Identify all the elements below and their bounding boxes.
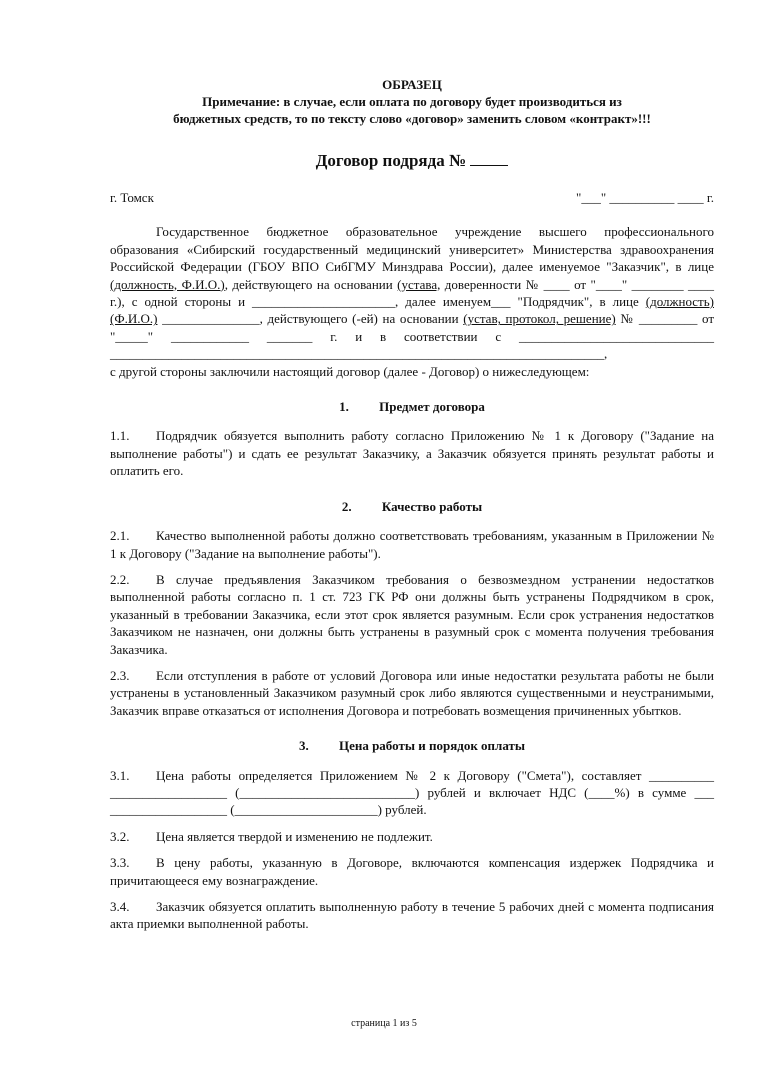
clause-number: 2.3.: [110, 667, 130, 683]
clause: [110, 854, 714, 889]
customer-basis-field: (устава,: [397, 276, 441, 292]
clause-number: 2.1.: [110, 528, 130, 544]
clause-text: Цена является твердой и изменению не подлежит.: [156, 828, 433, 844]
preamble-text-6: № _________: [620, 311, 698, 327]
clause-text: Заказчик обязуется оплатить выполненную работу в течение 5 рабочих дней с момента подписания акта приемки выполненной работы.: [110, 899, 714, 932]
clause-number: 3.4.: [110, 899, 130, 914]
clause-number: 1.1.: [110, 428, 130, 444]
preamble-text-1: Государственное бюджетное образовательное учреждение высшего профессионального образования «Сибирский государственный медицинский университет» Министерства здравоохранения Российской Федерации (ГБОУ ВПО СибГМУ Минздрава России), далее именуемое "Заказчик", в лице: [110, 224, 714, 275]
clause: [110, 527, 714, 562]
section-title: Цена работы и порядок оплаты: [338, 738, 526, 754]
contractor-position-field: (должность): [645, 294, 714, 310]
section-heading: [110, 398, 714, 415]
note-line-1: Примечание: в случае, если оплата по договору будет производиться из: [202, 94, 622, 109]
preamble-text-2: , действующего на основании: [224, 276, 393, 292]
contract-date: "___" __________ ____ г.: [576, 190, 714, 205]
clause-number: 3.3.: [110, 855, 130, 871]
preamble-text-5: _______________, действующего (-ей) на основании: [162, 311, 459, 327]
preamble-text-4: далее именуем___ "Подрядчик", в лице: [405, 294, 639, 310]
document-page: [0, 76, 768, 1070]
contract-number-blank: [470, 151, 508, 166]
city: г. Томск: [110, 190, 154, 205]
clause-text: Если отступления в работе от условий Договора или иные недостатки результата работы не были устранены в установленный Заказчиком разумный срок либо являются существенными и неустранимыми, Заказчик вправе отказаться от исполнения Договора и потребовать возмещения причиненных убытков.: [110, 667, 714, 718]
section-number: 1.: [339, 399, 349, 415]
clause: [110, 828, 714, 845]
clause: [110, 427, 714, 479]
contractor-name-field: (Ф.И.О.): [110, 311, 158, 327]
customer-position-field: (должность, Ф.И.О.): [110, 276, 225, 292]
contract-title-text: Договор подряда №: [315, 151, 467, 170]
sample-heading: ОБРАЗЕЦ: [382, 77, 442, 92]
preamble-text-7: от "_____" ____________ _______ г. и в соответствии с ______________________________: [110, 311, 715, 344]
clause-number: 3.2.: [110, 828, 130, 844]
section-title: Предмет договора: [379, 399, 485, 415]
section-number: 3.: [298, 738, 309, 754]
clause-text: Подрядчик обязуется выполнить работу согласно Приложению № 1 к Договору ("Задание на выполнение работы") и сдать ее результат Заказчику, а Заказчик обязуется принять результат работы и оплатить его.: [110, 428, 714, 479]
clause-number: 3.1.: [110, 767, 130, 783]
preamble-text-3: доверенности № ____ от "____" ________ ____ г.), с одной стороны и ______________________,: [110, 276, 715, 310]
preamble: [110, 223, 714, 380]
preamble-text-8: ____________________________________________________________________________,: [110, 346, 608, 362]
section-heading: [110, 737, 714, 754]
section-heading: [110, 498, 714, 515]
clause-text: Цена работы определяется Приложением № 2 к Договору ("Смета"), составляет __________ __________________ (___________________________) рублей и включает НДС (____%) в сумме ___ __________________ (______________________) рублей.: [110, 767, 714, 818]
clause-text: Качество выполненной работы должно соответствовать требованиям, указанным в Приложении № 1 к Договору ("Задание на выполнение работы").: [110, 528, 714, 561]
clause: [110, 667, 714, 719]
clause: [110, 767, 714, 819]
clause: [110, 898, 714, 933]
contract-title: [110, 150, 714, 172]
clause: [110, 571, 714, 658]
page-footer: страница 1 из 5: [351, 1018, 417, 1029]
note-line-2: бюджетных средств, то по тексту слово «договор» заменить словом «контракт»!!!: [173, 111, 651, 126]
clause-text: В цену работы, указанную в Договоре, включаются компенсация издержек Подрядчика и причитающееся ему вознаграждение.: [110, 855, 714, 888]
city-date-row: [110, 189, 714, 206]
section-title: Качество работы: [381, 498, 483, 514]
preamble-closing: с другой стороны заключили настоящий договор (далее - Договор) о нижеследующем:: [110, 363, 590, 379]
clause-number: 2.2.: [110, 571, 130, 587]
contractor-basis-field: (устав, протокол, решение): [463, 311, 616, 327]
clause-text: В случае предъявления Заказчиком требования о безвозмездном устранении недостатков выполненной работы согласно п. 1 ст. 723 ГК РФ они должны быть устранены Подрядчиком в срок, указанный в требовании Заказчика, если этот срок является разумным. Если срок устранения недостатков Заказчиком не назначен, они должны быть устранены в разумный срок с момента получения требования Заказчика.: [110, 571, 714, 657]
preamble-paragraph: [110, 223, 714, 362]
section-number: 2.: [341, 498, 352, 514]
